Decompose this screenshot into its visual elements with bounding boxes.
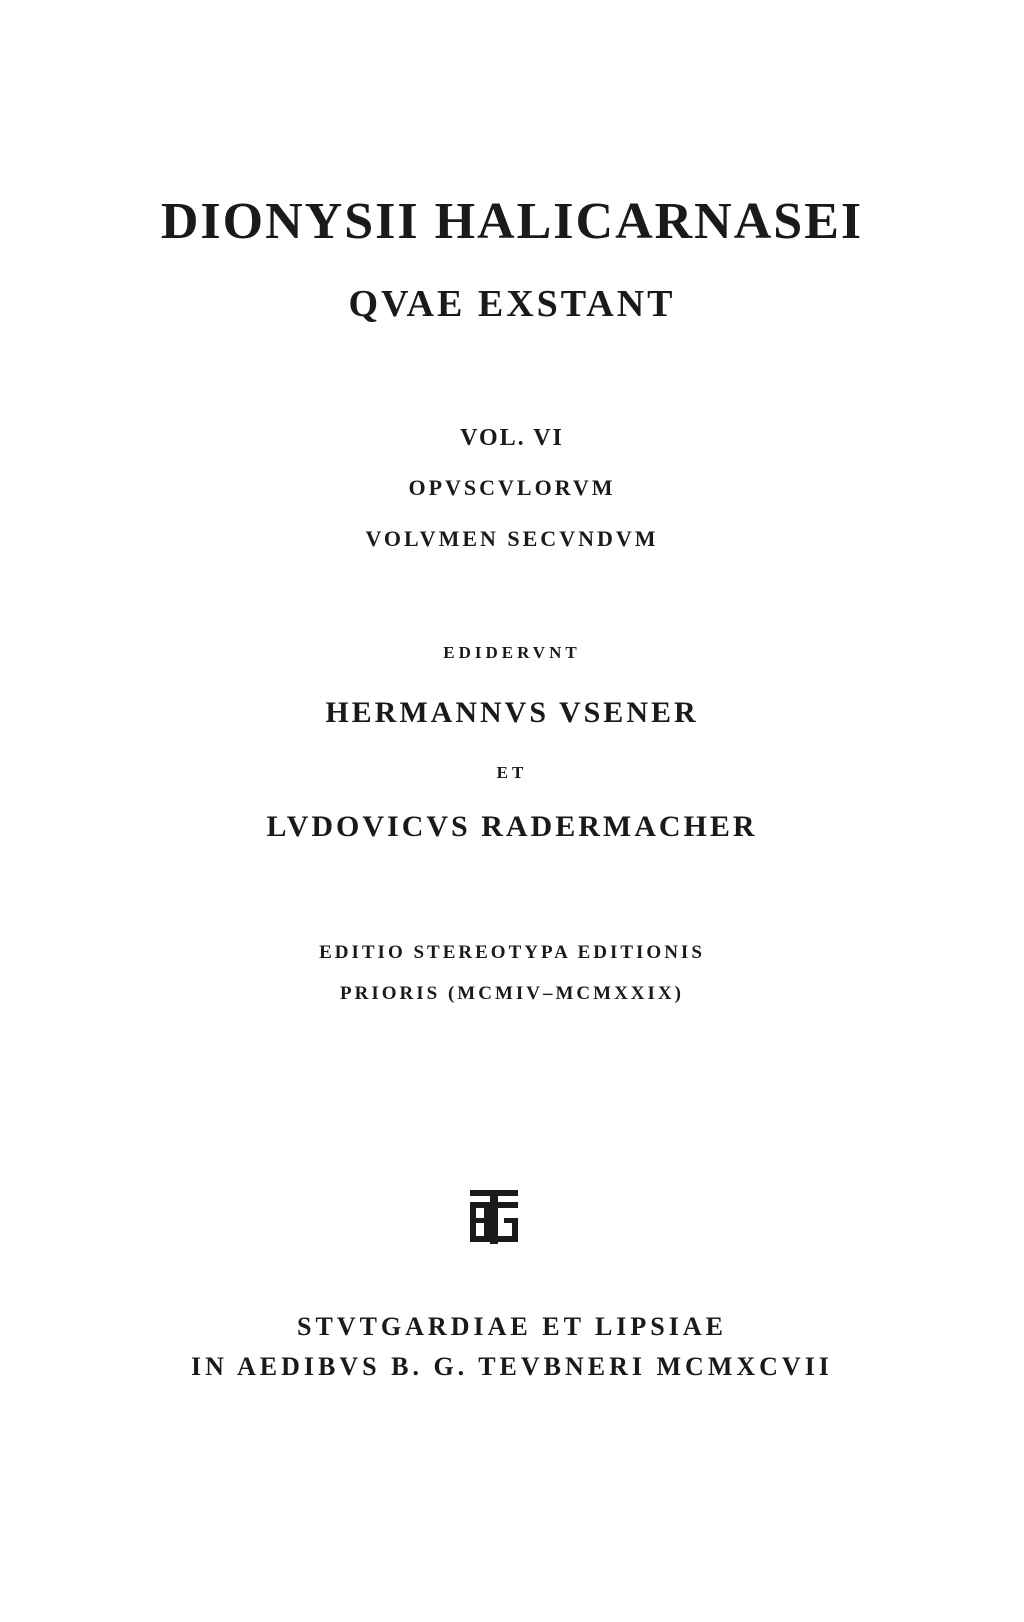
editors-conjunction: ET xyxy=(496,763,528,782)
editor-name-2: LVDOVICVS RADERMACHER xyxy=(266,810,758,843)
imprint-publisher: IN AEDIBVS B. G. TEVBNERI MCMXCVII xyxy=(191,1352,833,1381)
edition-note-line-1: EDITIO STEREOTYPA EDITIONIS xyxy=(319,942,705,963)
editor-name-1: HERMANNVS VSENER xyxy=(325,696,699,729)
teubner-monogram-icon xyxy=(466,1190,522,1244)
volume-number: VOL. VI xyxy=(460,425,564,451)
work-title: DIONYSII HALICARNASEI xyxy=(160,193,864,250)
edition-note-line-2: PRIORIS (MCMIV–MCMXXIX) xyxy=(340,983,684,1004)
work-subtitle: QVAE EXSTANT xyxy=(348,283,676,325)
volume-title-line-1: OPVSCVLORVM xyxy=(408,475,616,500)
imprint-place: STVTGARDIAE ET LIPSIAE xyxy=(297,1312,727,1341)
volume-title-line-2: VOLVMEN SECVNDVM xyxy=(365,526,659,551)
editors-intro: EDIDERVNT xyxy=(443,643,581,662)
